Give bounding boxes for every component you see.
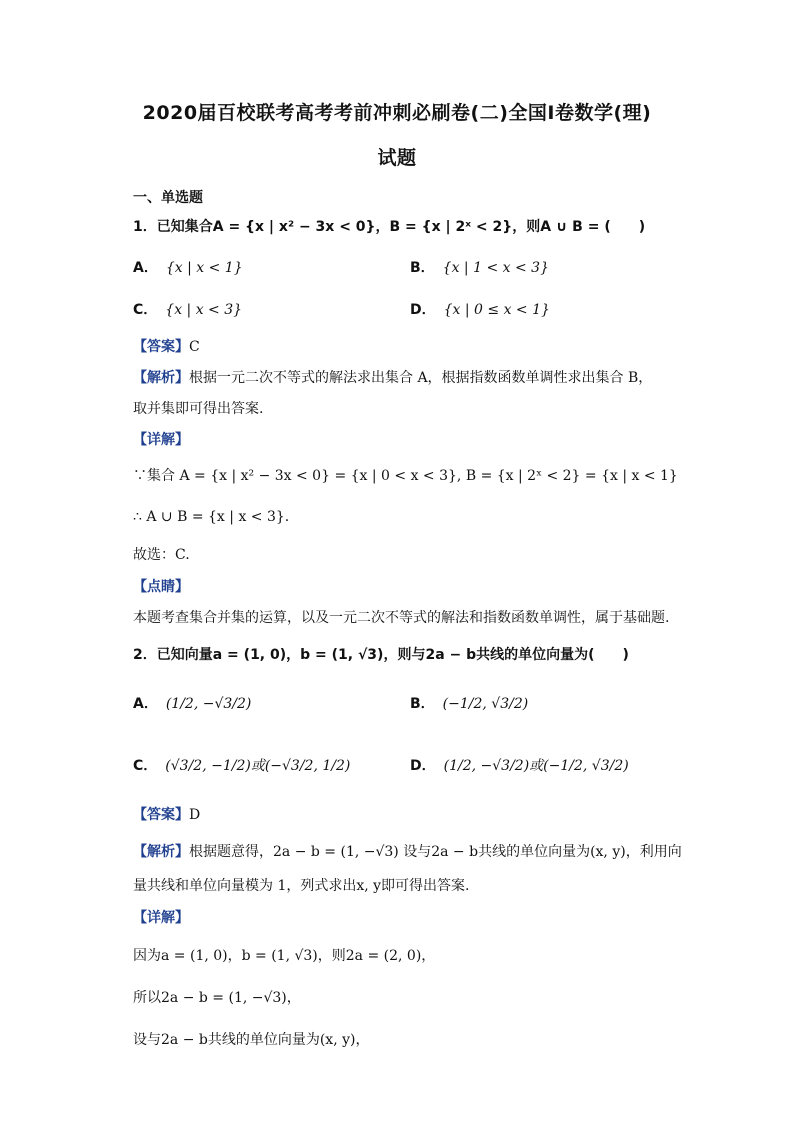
q1-analysis-line1: 根据一元二次不等式的解法求出集合 A，根据指数函数单调性求出集合 B， bbox=[189, 370, 653, 386]
q1-analysis bbox=[133, 368, 652, 388]
q1-option-b-label: B． bbox=[410, 260, 435, 276]
q2-analysis-label: 【解析】 bbox=[133, 844, 189, 860]
q2-option-b bbox=[410, 694, 528, 714]
q1-analysis-label: 【解析】 bbox=[133, 370, 189, 386]
q1-answer-label: 【答案】 bbox=[133, 339, 189, 355]
q2-analysis-line2: 量共线和单位向量模为 1，列式求出x, y即可得出答案. bbox=[133, 878, 470, 894]
q1-option-c-text: {x | x < 3} bbox=[165, 302, 243, 318]
q2-answer-label: 【答案】 bbox=[133, 807, 189, 823]
q1-option-d-label: D． bbox=[410, 302, 436, 318]
q2-option-d-label: D． bbox=[410, 758, 436, 774]
q1-option-b bbox=[410, 258, 549, 278]
q2-option-a-text: (1/2, −√3/2) bbox=[165, 696, 252, 712]
q1-detail-line1: ∵集合 A = {x | x² − 3x < 0} = {x | 0 < x < 3}, B = {x | 2ˣ < 2} = {x | x < 1} bbox=[133, 468, 678, 484]
q2-detail-line2: 所以2a − b = (1, −√3)， bbox=[133, 990, 301, 1006]
q2-detail-label: 【详解】 bbox=[133, 910, 189, 926]
q2-option-d-text: (1/2, −√3/2)或(−1/2, √3/2) bbox=[443, 758, 629, 774]
q1-option-d bbox=[410, 300, 550, 320]
q1-stem: 1．已知集合A = {x | x² − 3x < 0}，B = {x | 2ˣ < 2}，则A ∪ B = ( ) bbox=[133, 219, 646, 235]
q1-comment: 本题考查集合并集的运算，以及一元二次不等式的解法和指数函数单调性，属于基础题. bbox=[133, 610, 670, 626]
q1-analysis-line2: 取并集即可得出答案. bbox=[133, 401, 264, 417]
q2-stem: 2．已知向量a = (1, 0)，b = (1, √3)，则与2a − b共线的单位向量为( ) bbox=[133, 647, 629, 663]
q2-option-c-text: (√3/2, −1/2)或(−√3/2, 1/2) bbox=[165, 758, 351, 774]
q1-option-a bbox=[133, 258, 243, 278]
section-heading: 一、单选题 bbox=[133, 190, 203, 206]
q1-answer bbox=[133, 337, 200, 357]
q2-option-a bbox=[133, 694, 251, 714]
q1-option-d-text: {x | 0 ≤ x < 1} bbox=[443, 302, 550, 318]
document-title: 2020届百校联考高考考前冲刺必刷卷(二)全国Ⅰ卷数学(理) bbox=[142, 102, 652, 124]
q2-option-c bbox=[133, 756, 350, 776]
q1-option-c-label: C． bbox=[133, 302, 158, 318]
q2-option-b-label: B． bbox=[410, 696, 435, 712]
q2-option-b-text: (−1/2, √3/2) bbox=[442, 696, 529, 712]
q2-detail-line1: 因为a = (1, 0)，b = (1, √3)，则2a = (2, 0)， bbox=[133, 948, 436, 964]
q1-detail-label: 【详解】 bbox=[133, 432, 189, 448]
q1-detail-line2: ∴ A ∪ B = {x | x < 3}. bbox=[133, 509, 290, 525]
q1-answer-value: C bbox=[189, 339, 200, 355]
q2-option-d bbox=[410, 756, 629, 776]
q2-option-a-label: A． bbox=[133, 696, 158, 712]
q2-analysis-line1: 根据题意得，2a − b = (1, −√3) 设与2a − b共线的单位向量为(x, y)，利用向 bbox=[189, 844, 682, 860]
q2-answer-value: D bbox=[189, 807, 201, 823]
q2-analysis bbox=[133, 842, 682, 862]
q1-option-a-label: A． bbox=[133, 260, 158, 276]
q1-detail-line3: 故选：C. bbox=[133, 547, 190, 563]
document-subtitle: 试题 bbox=[377, 147, 417, 169]
q1-option-c bbox=[133, 300, 242, 320]
q2-option-c-label: C． bbox=[133, 758, 158, 774]
q1-comment-label: 【点睛】 bbox=[133, 579, 189, 595]
q2-detail-line3: 设与2a − b共线的单位向量为(x, y)， bbox=[133, 1032, 370, 1048]
q1-option-b-text: {x | 1 < x < 3} bbox=[442, 260, 549, 276]
q1-option-a-text: {x | x < 1} bbox=[165, 260, 243, 276]
q2-answer bbox=[133, 805, 200, 825]
